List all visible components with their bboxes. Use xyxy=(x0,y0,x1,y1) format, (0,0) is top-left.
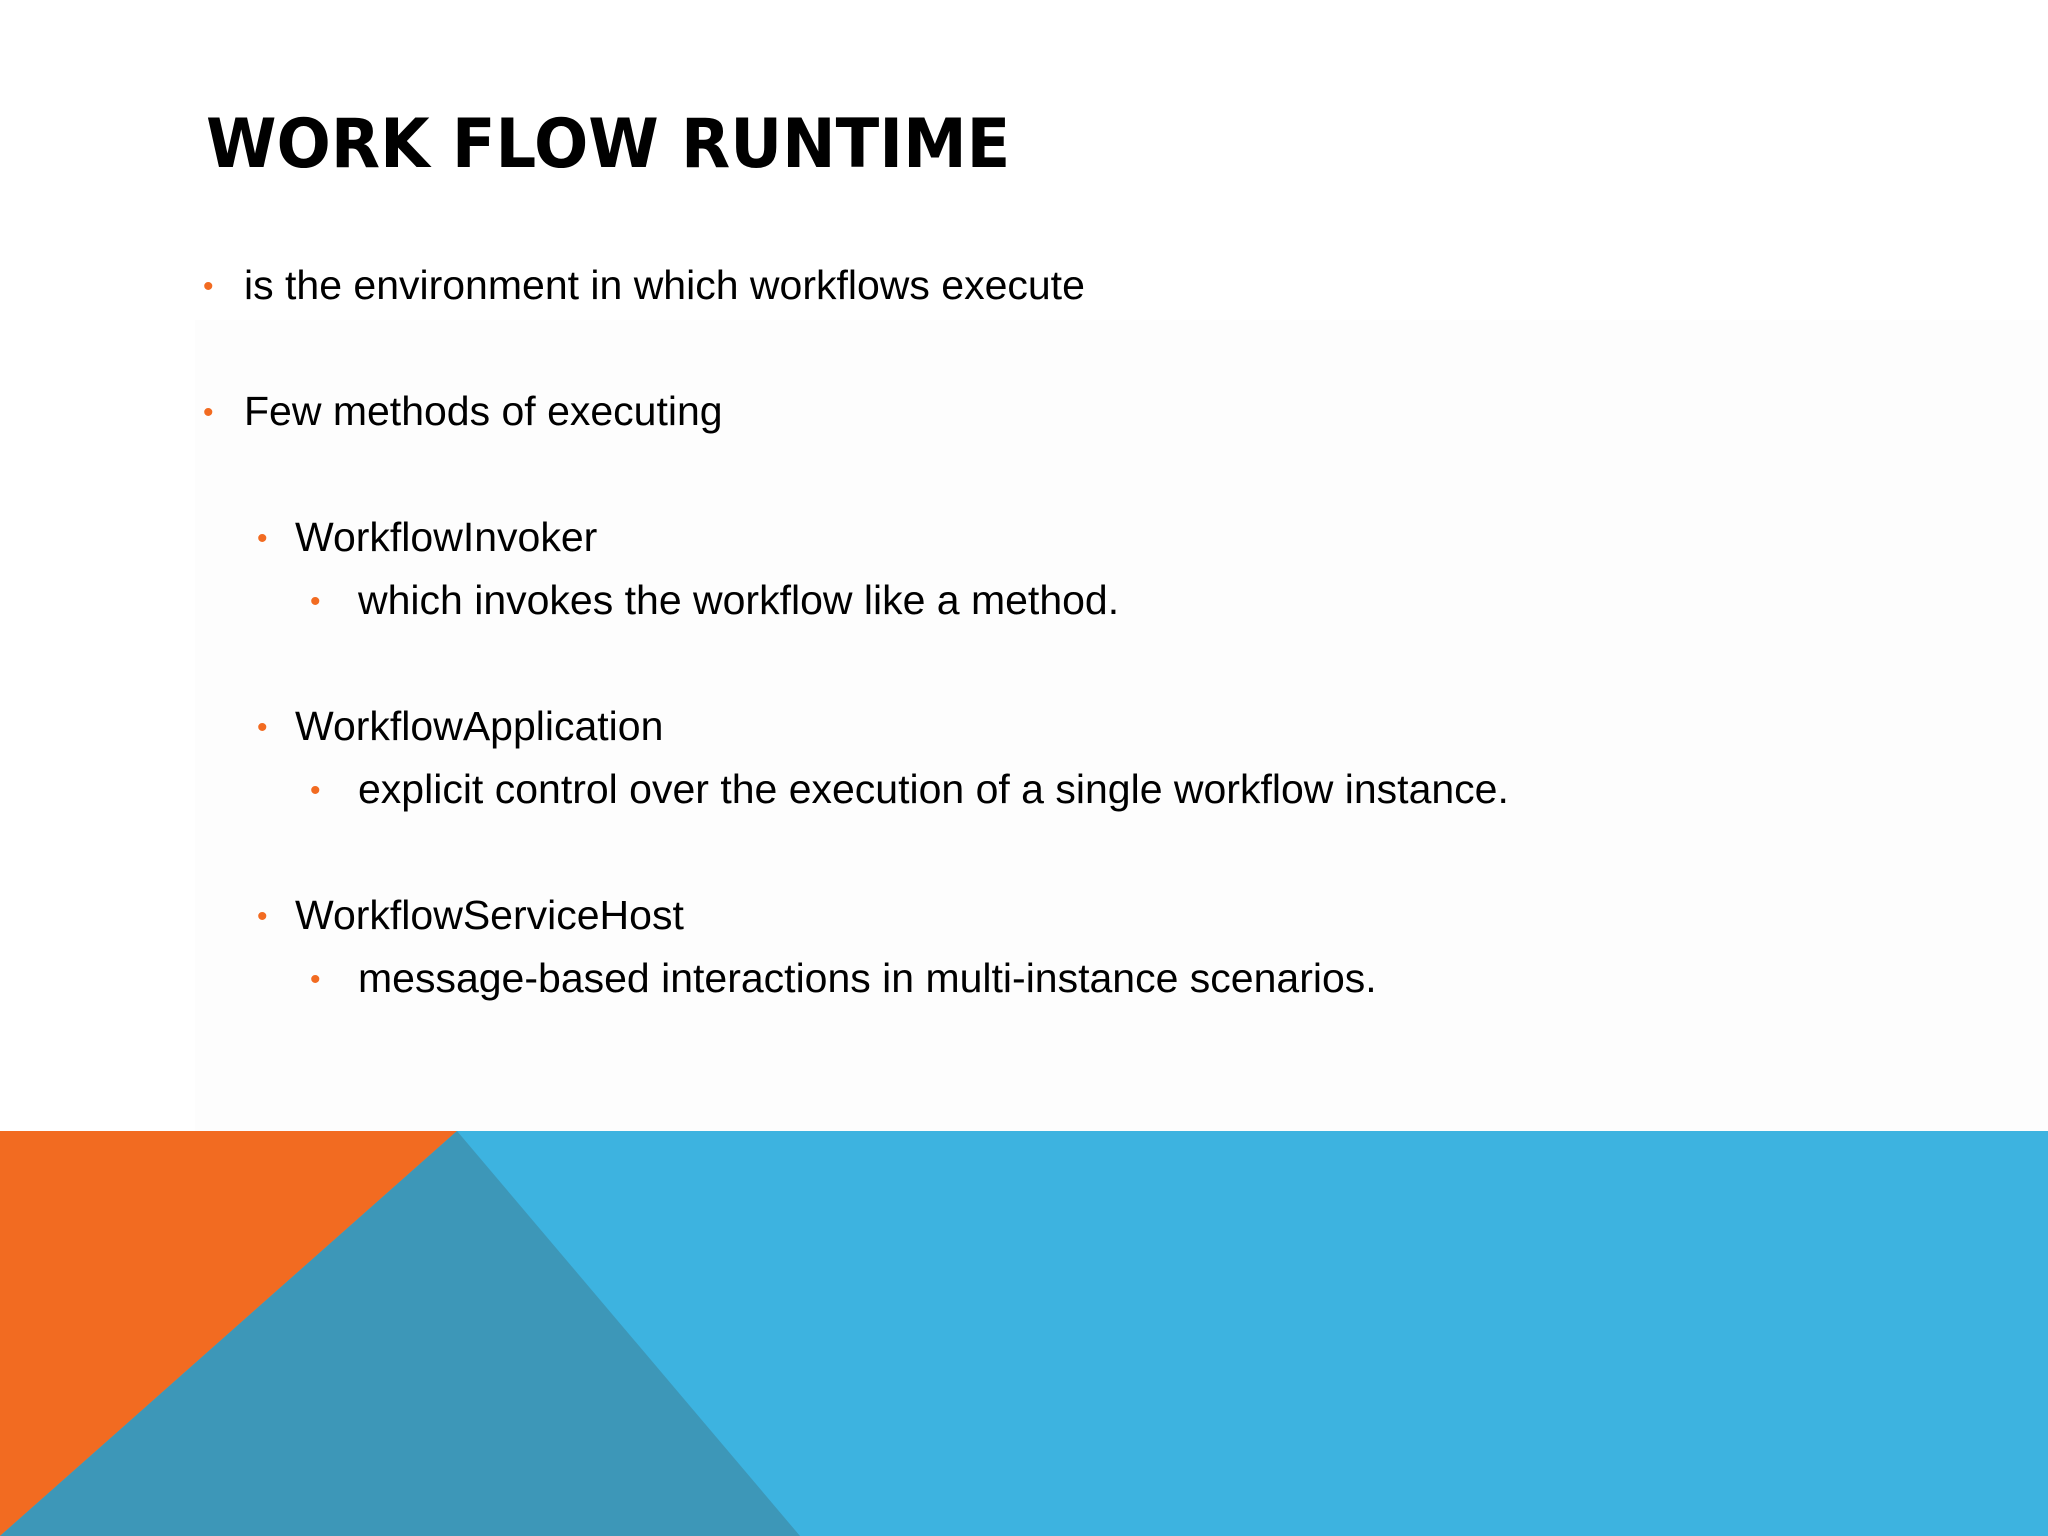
bullet-text: which invokes the workflow like a method. xyxy=(358,577,1120,623)
bullet-text: WorkflowApplication xyxy=(295,703,664,749)
bullet-dot: • xyxy=(203,270,214,303)
bullet-text: message-based interactions in multi-instance scenarios. xyxy=(358,955,1377,1001)
bullet-dot: • xyxy=(310,774,321,807)
bullet-dot: • xyxy=(257,900,268,933)
bullet-dot: • xyxy=(257,711,268,744)
bullet-dot: • xyxy=(310,585,321,618)
bullet-text: Few methods of executing xyxy=(244,388,723,434)
bullet-dot: • xyxy=(257,522,268,555)
footer-graphic xyxy=(0,1131,2048,1536)
bullet-dot: • xyxy=(310,963,321,996)
bullet-text: WorkflowInvoker xyxy=(295,514,598,560)
bullet-text: is the environment in which workflows execute xyxy=(244,262,1085,308)
slide-title: WORK FLOW RUNTIME xyxy=(206,105,1011,184)
bullet-text: explicit control over the execution of a single workflow instance. xyxy=(358,766,1509,812)
bullet-text: WorkflowServiceHost xyxy=(295,892,684,938)
bullet-dot: • xyxy=(203,396,214,429)
